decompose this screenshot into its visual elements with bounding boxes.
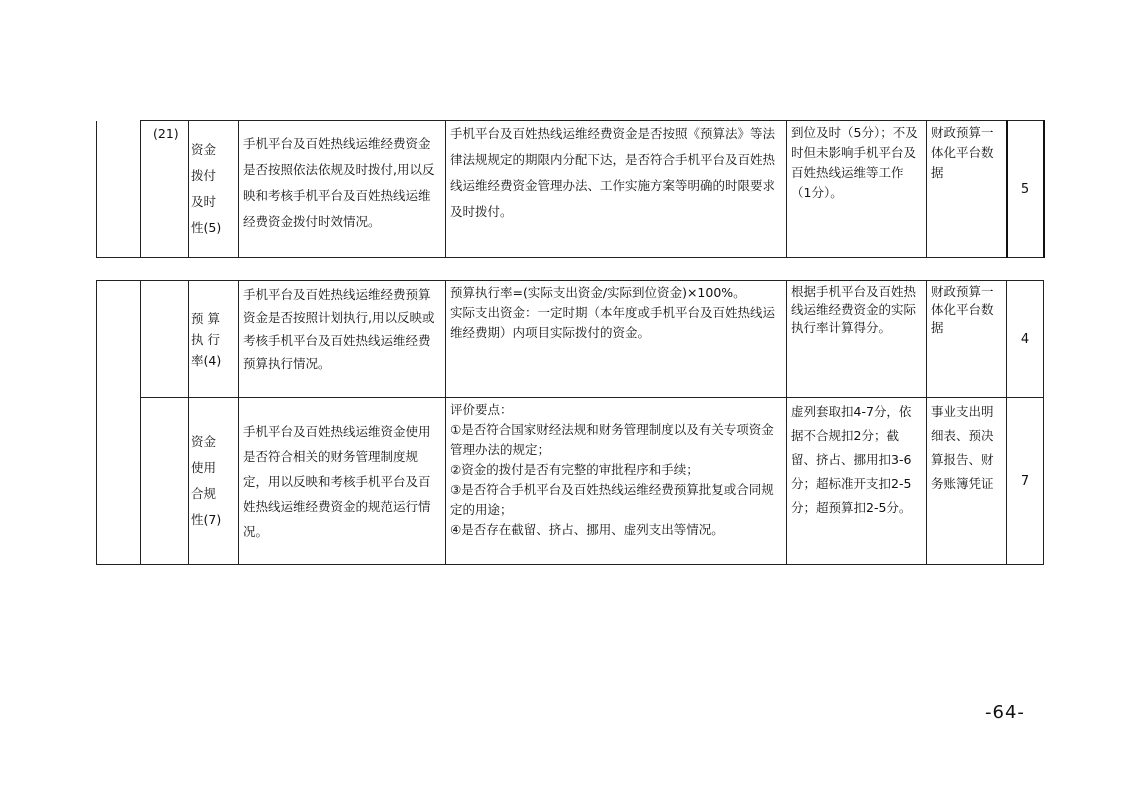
scoring-rule: 虚列套取扣4-7分，依据不合规扣2分；截留、挤占、挪用扣3-6分；超标准开支扣2-5分；超预算扣2-5分。: [787, 398, 927, 565]
indicator-name-line: 资金: [191, 434, 217, 449]
criteria-line: ②资金的拨付是否有完整的审批程序和手续；: [450, 462, 699, 477]
criteria-line: ①是否符合国家财经法规和财务管理制度以及有关专项资金管理办法的规定；: [450, 422, 774, 457]
index-cell: [141, 121, 189, 258]
category-cell: [97, 121, 141, 258]
indicator-name-line: 执 行: [191, 331, 220, 347]
category-cell: [97, 281, 141, 565]
criteria-line: 评价要点：: [450, 402, 513, 417]
scoring-rule: 到位及时（5分）；不及时但未影响手机平台及百姓热线运维等工作（1分）。: [787, 121, 927, 258]
indicator-description: 手机平台及百姓热线运维经费预算资金是否按照计划执行,用以反映或考核手机平台及百姓热线运维经费预算执行情况。: [239, 281, 446, 398]
indicator-name-cell: [189, 398, 239, 565]
page-number: -64-: [985, 702, 1025, 723]
index-cell: [141, 398, 189, 565]
evaluation-criteria: [446, 398, 787, 565]
indicator-name-line: 率(4): [191, 352, 222, 368]
criteria-line: ③是否符合手机平台及百姓热线运维经费预算批复或合同规定的用途；: [450, 482, 774, 517]
data-source: 财政预算一体化平台数据: [927, 121, 1007, 258]
indicator-description: 手机平台及百姓热线运维经费资金是否按照依法依规及时拨付,用以反映和考核手机平台及百姓热线运维经费资金拨付时效情况。: [239, 121, 446, 258]
evaluation-criteria: [446, 281, 787, 398]
index-cell: [141, 281, 189, 398]
indicator-name-line: 使用: [191, 460, 217, 475]
evaluation-criteria: 手机平台及百姓热线运维经费资金是否按照《预算法》等法律法规规定的期限内分配下达，是否符合手机平台及百姓热线运维经费资金管理办法、工作实施方案等明确的时限要求及时拨付。: [446, 121, 787, 258]
indicator-name-line: 拨付: [191, 168, 217, 183]
indicator-score: 7: [1007, 398, 1044, 565]
indicator-score: 5: [1007, 121, 1044, 258]
indicator-name-line: 合规: [191, 486, 217, 501]
indicator-index: (21): [153, 126, 179, 141]
criteria-line: 实际支出资金：一定时期（本年度或手机平台及百姓热线运维经费期）内项目实际拨付的资金。: [450, 305, 776, 340]
scoring-rule: 根据手机平台及百姓热线运维经费资金的实际执行率计算得分。: [787, 281, 927, 398]
criteria-line: 预算执行率=(实际支出资金/实际到位资金)×100%。: [450, 285, 746, 300]
indicator-description: 手机平台及百姓热线运维资金使用是否符合相关的财务管理制度规定，用以反映和考核手机平台及百姓热线运维经费资金的规范运行情况。: [239, 398, 446, 565]
criteria-line: ④是否存在截留、挤占、挪用、虚列支出等情况。: [450, 522, 724, 537]
data-source: 事业支出明细表、预决算报告、财务账簿凭证: [927, 398, 1007, 565]
indicator-score: 4: [1007, 281, 1044, 398]
indicator-name-cell: [189, 121, 239, 258]
indicator-name-line: 及时: [191, 194, 217, 209]
evaluation-table-top: [96, 120, 1045, 258]
data-source: 财政预算一体化平台数据: [927, 281, 1007, 398]
indicator-name-line: 资金: [191, 142, 217, 157]
indicator-name-line: 性(5): [191, 220, 222, 235]
indicator-name-line: 预 算: [191, 310, 220, 326]
indicator-name-line: 性(7): [191, 512, 222, 527]
evaluation-table-bottom: [96, 280, 1044, 565]
indicator-name-cell: [189, 281, 239, 398]
